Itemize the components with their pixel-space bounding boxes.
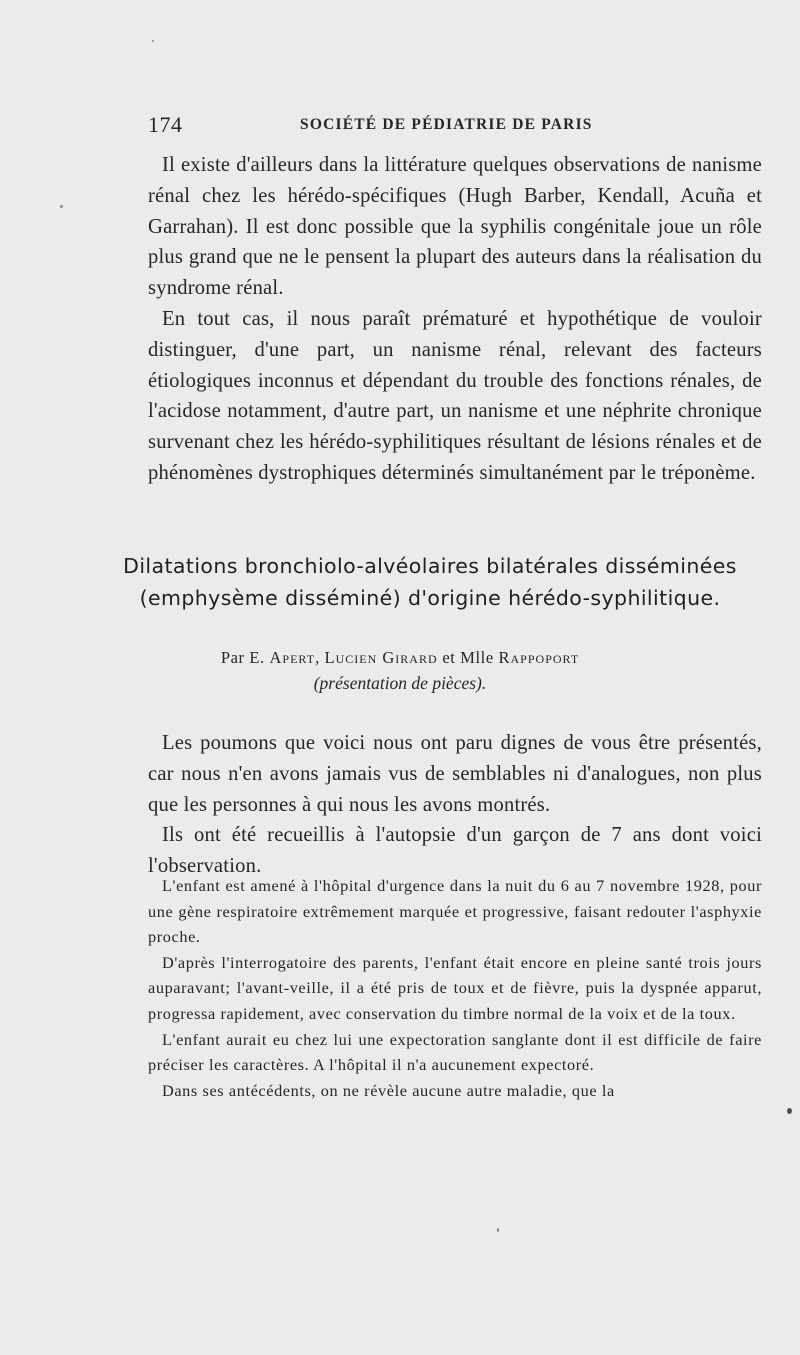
scan-speck xyxy=(787,1108,792,1114)
scan-speck xyxy=(152,40,154,42)
authors-conjunction: et Mlle xyxy=(442,648,494,667)
body-paragraph-2: Ils ont été recueillis à l'autopsie d'un garçon de 7 ans dont voici l'observation. xyxy=(148,824,762,878)
author-girard: Lucien Girard xyxy=(324,648,438,667)
running-title: SOCIÉTÉ DE PÉDIATRIE DE PARIS xyxy=(300,116,593,133)
article-title xyxy=(100,550,760,614)
page-number: 174 xyxy=(148,112,183,137)
body-section xyxy=(148,728,762,882)
intro-paragraph-1: Il existe d'ailleurs dans la littérature quelques observations de nanisme rénal chez les hérédo-spécifiques (Hugh Barber, Kendall, Acuña et Garrahan). Il est donc possible que la syphilis congénitale joue un rôle plus grand que ne le pensent la plupart des auteurs dans la réalisation du syndrome rénal. xyxy=(148,154,762,300)
scan-speck xyxy=(60,205,63,208)
intro-section xyxy=(148,150,762,489)
observation-paragraph-1: L'enfant est amené à l'hôpital d'urgence dans la nuit du 6 au 7 novembre 1928, pour une gène respiratoire extrêmement marquée et progressive, faisant redouter l'asphyxie proche. xyxy=(148,876,762,947)
scan-speck xyxy=(497,1228,499,1232)
observation-paragraph-4: Dans ses antécédents, on ne révèle aucune autre maladie, que la xyxy=(162,1080,615,1100)
authors-prefix: Par E. xyxy=(220,648,265,667)
observation-paragraph-2: D'après l'interrogatoire des parents, l'enfant était encore en pleine santé trois jours auparavant; l'avant-veille, il a été pris de toux et de fièvre, puis la dyspnée apparut, progressa rapidement, avec conservation du timbre normal de la voix et de la toux. xyxy=(148,952,762,1023)
page-header xyxy=(148,112,752,142)
author-apert: Apert xyxy=(269,648,316,667)
observation-section xyxy=(148,873,762,1103)
intro-paragraph-2: En tout cas, il nous paraît prématuré et hypothétique de vouloir distinguer, d'une part, un nanisme rénal, relevant des facteurs étiologiques inconnus et dépendant du trouble des fonctions rénales, de l'acidose notamment, d'autre part, un nanisme et une néphrite chronique survenant chez les hérédo-syphilitiques résultant de lésions rénales et de phénomènes dystrophiques déterminés simultanément par le tréponème. xyxy=(148,307,762,484)
article-title-line-2: (emphysème disséminé) d'origine hérédo-syphilitique. xyxy=(139,586,721,610)
author-rappoport: Rappoport xyxy=(498,648,580,667)
body-paragraph-1: Les poumons que voici nous ont paru dignes de vous être présentés, car nous n'en avons jamais vus de semblables ni d'analogues, non plus que les personnes à qui nous les avons montrés. xyxy=(148,732,762,816)
article-title-line-1: Dilatations bronchiolo-alvéolaires bilatérales disséminées xyxy=(123,554,737,578)
article-authors: Par E. Apert, Lucien Girard et Mlle Rappoport xyxy=(220,648,580,667)
article-subtitle: (présentation de pièces). xyxy=(313,673,487,693)
observation-paragraph-3: L'enfant aurait eu chez lui une expectoration sanglante dont il est difficile de faire préciser les caractères. A l'hôpital il n'a aucunement expectoré. xyxy=(148,1029,762,1075)
